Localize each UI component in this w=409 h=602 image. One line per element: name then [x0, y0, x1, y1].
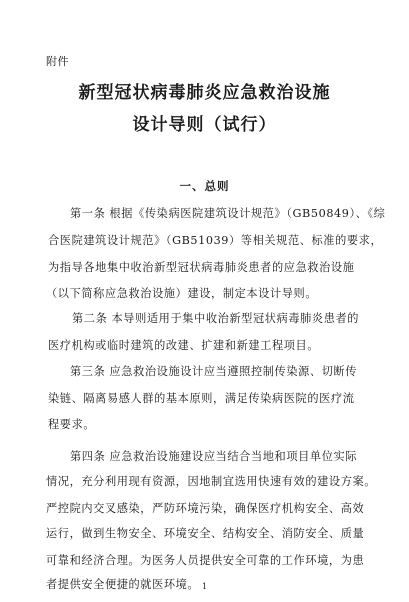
attachment-label: 附件: [46, 55, 69, 68]
article-1-line-4: （以下简称应急救治设施）建设，制定本设计导则。: [46, 287, 318, 300]
article-1-line-3: 为指导各地集中收治新型冠状病毒肺炎患者的应急救治设施: [48, 261, 355, 274]
article-1-line-2: 合医院建筑设计规范》（GB51039）等相关规范、标准的要求，: [48, 234, 383, 247]
article-1-line-1: 第一条 根据《传染病医院建筑设计规范》（GB50849）、《综: [70, 207, 386, 220]
document-title-line-2: 设计导则（试行）: [132, 115, 277, 135]
section-heading-general-provisions: 一、总则: [179, 179, 230, 193]
article-2-line-2: 医疗机构或临时建筑的改建、扩建和新建工程项目。: [48, 339, 320, 352]
article-4-line-2: 情况，充分利用现有资源，因地制宜选用快速有效的建设方案。: [46, 475, 377, 488]
article-3-line-2: 染链、隔离易感人群的基本原则，满足传染病医院的医疗流: [48, 392, 355, 405]
article-2-line-1: 第二条 本导则适用于集中收治新型冠状病毒肺炎患者的: [72, 312, 360, 325]
page-number: 1: [201, 582, 208, 591]
article-3-line-3: 程要求。: [48, 418, 96, 431]
document-title-line-1: 新型冠状病毒肺炎应急救治设施: [78, 83, 331, 103]
article-3-line-1: 第三条 应急救治设施设计应当遵照控制传染源、切断传: [70, 365, 358, 378]
article-4-line-6: 者提供安全便捷的就医环境。: [46, 578, 200, 591]
article-4-line-1: 第四条 应急救治设施建设应当结合当地和项目单位实际: [70, 450, 358, 463]
article-4-line-4: 运行，做到生物安全、环境安全、结构安全、消防安全、质量: [46, 527, 365, 540]
article-4-line-3: 严控院内交叉感染，严防环境污染，确保医疗机构安全、高效: [46, 502, 365, 515]
article-4-line-5: 可靠和经济合理。为医务人员提供安全可靠的工作环境，为患: [46, 554, 365, 567]
